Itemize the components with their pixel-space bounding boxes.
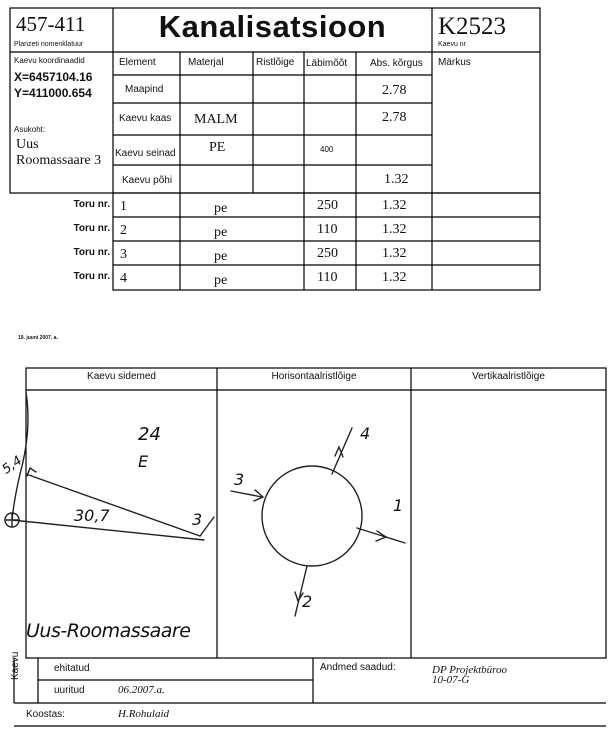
- street-label: Uus-Roomassaare: [26, 620, 191, 642]
- surveyed-label: uuritud: [54, 685, 85, 696]
- row-material: MALM: [194, 112, 238, 127]
- tie-label-30-7: 30,7: [74, 506, 110, 525]
- pipe-number: 2: [120, 223, 127, 238]
- location-line2: Roomassaare 3: [16, 153, 102, 168]
- pipe-label: Toru nr.: [73, 247, 110, 258]
- x-coordinate: X=6457104.16: [14, 70, 93, 84]
- tie-label-3: 3: [192, 510, 203, 529]
- pipe-elevation: 1.32: [382, 270, 407, 285]
- surveyed-value: 06.2007.a.: [118, 684, 165, 696]
- location-line1: Uus: [16, 137, 39, 152]
- header-remarks: Märkus: [438, 57, 471, 68]
- well-id: K2523: [438, 13, 507, 40]
- horizontal-section-sketch: [217, 390, 411, 658]
- data-from-label: Andmed saadud:: [320, 662, 396, 673]
- header-elevation: Abs. kõrgus: [370, 58, 423, 69]
- header-diameter: Läbimõõt: [306, 58, 348, 69]
- date-note: 19. juuni 2007. a.: [18, 335, 58, 341]
- nomenclature-label: Planzeti nomenklatuur: [14, 41, 84, 48]
- col-title-horizontal: Horisontaalristlõige: [271, 371, 357, 382]
- row-elevation: 2.78: [382, 110, 407, 125]
- pipe-diameter: 110: [317, 270, 338, 285]
- pipe-material: pe: [214, 201, 228, 216]
- pipe-number: 4: [120, 271, 127, 286]
- row-element: Kaevu seinad: [115, 148, 176, 159]
- location-label: Asukoht:: [14, 125, 46, 134]
- header-section: Ristlõige: [256, 57, 295, 68]
- col-title-vertical: Vertikaalristlõige: [472, 371, 545, 382]
- pipe-diameter: 250: [317, 198, 338, 213]
- pipe-material: pe: [214, 273, 228, 288]
- compiled-label: Koostas:: [26, 709, 65, 720]
- row-material: PE: [209, 140, 226, 155]
- footer-side-label: Kaevu: [10, 651, 21, 680]
- pipe-elevation: 1.32: [382, 222, 407, 237]
- coords-label: Kaevu koordinaadid: [14, 56, 85, 65]
- data-from-line1: DP Projektbüroo: [432, 664, 508, 676]
- pipe-diameter: 250: [317, 246, 338, 261]
- nomenclature-number: 457-411: [16, 12, 86, 36]
- data-from-line2: 10-07-G: [432, 674, 470, 686]
- compiled-value: H.Rohulaid: [118, 708, 170, 720]
- pipe-label: Toru nr.: [73, 223, 110, 234]
- pipe-number: 1: [120, 199, 127, 214]
- y-coordinate: Y=411000.654: [14, 86, 92, 100]
- pipe-label: Toru nr.: [73, 271, 110, 282]
- header-element: Element: [119, 57, 156, 68]
- row-elevation: 1.32: [384, 172, 409, 187]
- pipe-material: pe: [214, 225, 228, 240]
- well-id-label: Kaevu nr: [438, 41, 467, 48]
- pipe-material: pe: [214, 249, 228, 264]
- row-elevation: 2.78: [382, 83, 407, 98]
- pipe-label: Toru nr.: [73, 199, 110, 210]
- pipe-number: 3: [120, 247, 127, 262]
- section-label-2: 2: [302, 592, 313, 611]
- header-material: Materjal: [188, 57, 224, 68]
- tie-label-e: E: [138, 452, 149, 471]
- tie-label-5: 5,4: [0, 453, 26, 478]
- built-label: ehitatud: [54, 663, 90, 674]
- pipe-elevation: 1.32: [382, 246, 407, 261]
- section-label-4: 4: [360, 424, 371, 443]
- row-element: Kaevu põhi: [122, 175, 173, 186]
- sheet-title: Kanalisatsioon: [158, 9, 387, 44]
- row-element: Kaevu kaas: [119, 113, 172, 124]
- pipe-elevation: 1.32: [382, 198, 407, 213]
- col-title-ties: Kaevu sidemed: [87, 371, 156, 382]
- tie-label-24: 24: [138, 424, 161, 445]
- section-label-1: 1: [393, 496, 404, 515]
- row-diameter: 400: [320, 145, 334, 154]
- row-element: Maapind: [125, 84, 164, 95]
- section-label-3: 3: [234, 470, 245, 489]
- pipe-diameter: 110: [317, 222, 338, 237]
